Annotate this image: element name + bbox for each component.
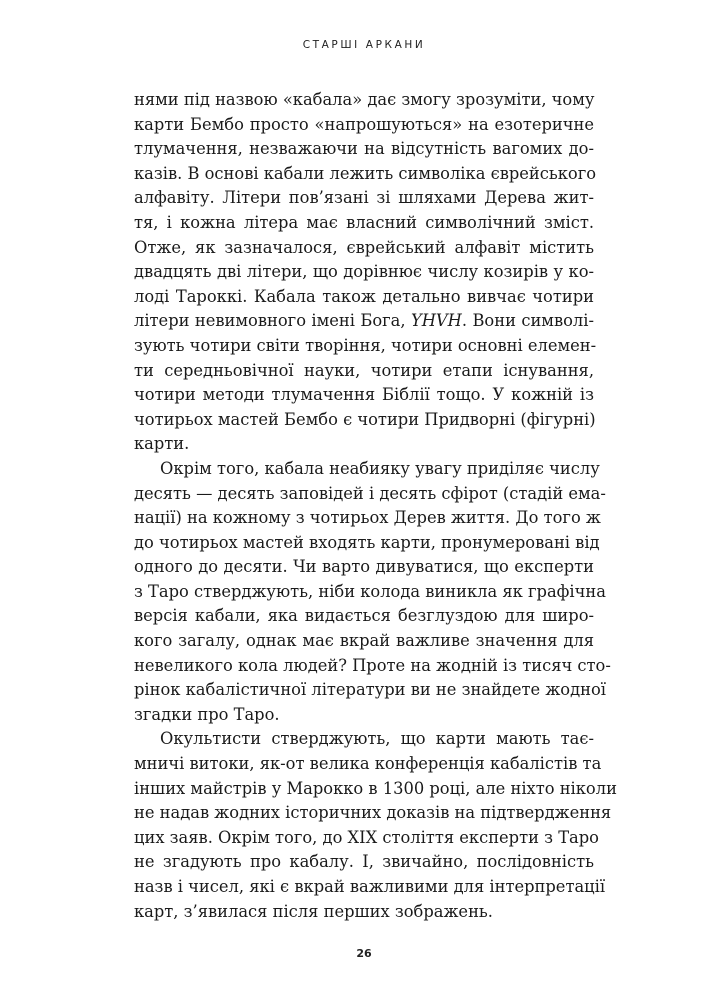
paragraph: [134, 88, 597, 457]
text-line: не надав жодних історичних доказів на підтвердження: [134, 803, 612, 823]
text-line: десять — десять заповідей і десять сфірот (стадій ема-: [134, 483, 606, 503]
running-header: СТАРШІ АРКАНИ: [302, 39, 426, 51]
text-line: Отже, як зазначалося, єврейський алфавіт містить: [134, 237, 594, 257]
text-line: з Таро стверджують, ніби колода виникла як графічна: [134, 581, 606, 601]
text-line: чотири методи тлумачення Біблії тощо. У кожній із: [134, 385, 594, 405]
paragraph: [134, 727, 617, 924]
text-line: тя, і кожна літера має власний символічний зміст.: [134, 212, 594, 232]
text-line: назв і чисел, які є вкрай важливими для інтерпретації: [134, 877, 606, 896]
text-line: не згадують про кабалу. І, звичайно, послідовність: [134, 852, 594, 872]
text-line: ти середньовічної науки, чотири етапи існування,: [134, 360, 594, 380]
text-line: згадки про Таро.: [134, 704, 280, 724]
text-line: мничі витоки, як-от велика конференція кабалістів та: [134, 754, 602, 774]
text-line: версія кабали, яка видається безглуздою для широ-: [134, 606, 594, 626]
text-line: чотирьох мастей Бембо є чотири Придворні (фігурні): [134, 409, 596, 429]
text-line: двадцять дві літери, що дорівнює числу козирів у ко-: [134, 262, 594, 282]
text-line: казів. В основі кабали лежить символіка єврейського: [134, 163, 597, 183]
italic-term: YHVH: [410, 311, 462, 331]
text-line: тлумачення, незважаючи на відсутність вагомих до-: [134, 139, 594, 159]
text-line: нації) на кожному з чотирьох Дерев життя. До того ж: [134, 508, 601, 528]
text-line: кого загалу, однак має вкрай важливе значення для: [134, 631, 594, 651]
text-segment: . Вони символі-: [461, 311, 594, 331]
text-line: Окрім того, кабала неабияку увагу приділяє числу: [160, 458, 600, 478]
text-segment: літери невимовного імені Бога,: [134, 311, 411, 331]
text-line: інших майстрів у Марокко в 1300 році, але ніхто ніколи: [134, 778, 617, 798]
page-number: 26: [356, 947, 372, 960]
text-line: одного до десяти. Чи варто дивуватися, що експерти: [134, 557, 594, 577]
text-line: нями під назвою «кабала» дає змогу зрозуміти, чому: [134, 90, 595, 109]
text-line: Окультисти стверджують, що карти мають тає-: [160, 729, 594, 749]
text-line: цих заяв. Окрім того, до XIX століття експерти з Таро: [134, 827, 599, 847]
text-line: карти.: [134, 434, 190, 454]
paragraph: [134, 457, 611, 728]
text-line: алфавіту. Літери пов’язані зі шляхами Дерева жит-: [134, 188, 594, 208]
text-line: невеликого кола людей? Проте на жодній із тисяч сто-: [134, 655, 611, 675]
text-line: лоді Тароккі. Кабала також детально вивчає чотири: [134, 286, 594, 306]
text-line: рінок кабалістичної літератури ви не знайдете жодної: [134, 680, 606, 700]
text-line: [134, 309, 594, 334]
text-line: карти Бембо просто «напрошуються» на езотеричне: [134, 114, 594, 134]
body-text: [134, 88, 617, 924]
text-line: карт, з’явилася після перших зображень.: [134, 901, 493, 921]
text-line: зують чотири світи творіння, чотири основні елемен-: [134, 335, 597, 355]
text-line: до чотирьох мастей входять карти, пронумеровані від: [134, 532, 600, 552]
